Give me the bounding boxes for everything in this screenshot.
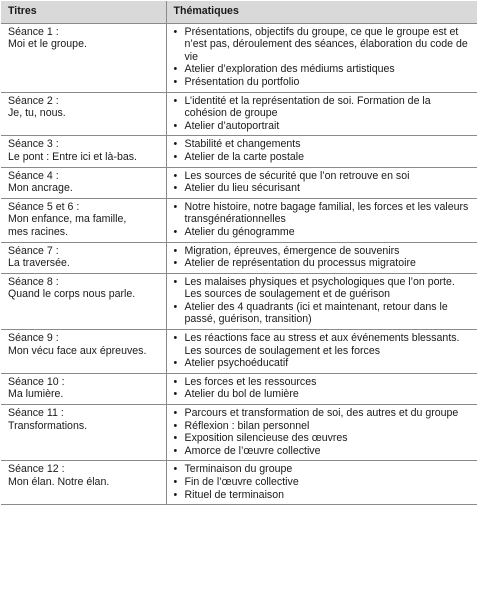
session-title-cell: [1, 136, 166, 167]
theme-list-item: • L’identité et la représentation de soi. Formation de la cohésion de groupe: [174, 95, 473, 120]
session-title-line: Mon enfance, ma famille,: [8, 213, 127, 226]
session-title-line: Séance 5 et 6 :: [8, 200, 80, 213]
session-title-line: Séance 3 :: [8, 138, 59, 151]
session-theme-cell: [166, 461, 477, 505]
session-title-line: La traversée.: [8, 257, 70, 270]
theme-list: [174, 332, 473, 370]
table-row: [1, 273, 477, 329]
session-theme-cell: [166, 167, 477, 198]
theme-list: [174, 245, 473, 270]
session-title-line: Quand le corps nous parle.: [8, 288, 136, 301]
session-title-line: Mon ancrage.: [8, 182, 73, 195]
session-theme-cell: [166, 242, 477, 273]
session-title-line: Le pont : Entre ici et là-bas.: [8, 150, 137, 163]
table-row: [1, 461, 477, 505]
theme-list-item: • Atelier d’autoportrait: [174, 120, 473, 133]
theme-list: [174, 376, 473, 401]
theme-list-item: • Fin de l’œuvre collective: [174, 476, 473, 489]
theme-list-item: • Atelier du lieu sécurisant: [174, 182, 473, 195]
session-theme-cell: [166, 373, 477, 404]
theme-list: [174, 95, 473, 133]
table-row: [1, 405, 477, 461]
theme-list: [174, 276, 473, 326]
theme-list-item: • Terminaison du groupe: [174, 463, 473, 476]
session-theme-cell: [166, 405, 477, 461]
session-title-line: Moi et le groupe.: [8, 38, 87, 51]
table-body: [1, 23, 477, 505]
theme-list-item: • Parcours et transformation de soi, des autres et du groupe: [174, 407, 473, 420]
sessions-table-container: [1, 1, 477, 505]
theme-list-item: • Les forces et les ressources: [174, 376, 473, 389]
table-row: [1, 242, 477, 273]
session-title-line: Séance 2 :: [8, 94, 59, 107]
table-row: [1, 198, 477, 242]
session-title-line: Mon vécu face aux épreuves.: [8, 344, 147, 357]
session-title-line: Séance 1 :: [8, 25, 59, 38]
theme-list-item: • Atelier de représentation du processus migratoire: [174, 257, 473, 270]
theme-list-item: • Les malaises physiques et psychologiques que l’on porte. Les sources de soulagement et de guérison: [174, 276, 473, 301]
session-title-cell: [1, 405, 166, 461]
session-title-line: Ma lumière.: [8, 388, 64, 401]
session-theme-cell: [166, 273, 477, 329]
theme-list-item: • Atelier de la carte postale: [174, 151, 473, 164]
theme-list-item: • Atelier d’exploration des médiums artistiques: [174, 63, 473, 76]
session-title-line: Séance 8 :: [8, 275, 59, 288]
theme-list-item: • Les réactions face au stress et aux événements blessants. Les sources de soulagement et les forces: [174, 332, 473, 357]
session-title-line: Mon élan. Notre élan.: [8, 476, 110, 488]
session-title-line: mes racines.: [8, 225, 69, 238]
theme-list-item: • Amorce de l’œuvre collective: [174, 445, 473, 458]
header-titres: Titres: [1, 1, 166, 23]
table-row: [1, 92, 477, 136]
session-title-cell: [1, 92, 166, 136]
theme-list: [174, 138, 473, 163]
sessions-table: [1, 1, 477, 505]
table-row: [1, 136, 477, 167]
session-title-cell: [1, 167, 166, 198]
session-title-cell: [1, 330, 166, 374]
theme-list-item: • Atelier psychoéducatif: [174, 357, 473, 370]
session-title-line: Séance 9 :: [8, 332, 59, 345]
table-row: [1, 330, 477, 374]
session-title-line: Transformations.: [8, 419, 88, 432]
session-title-cell: [1, 461, 166, 505]
theme-list-item: • Présentation du portfolio: [174, 76, 473, 89]
theme-list-item: • Rituel de terminaison: [174, 489, 473, 502]
session-theme-cell: [166, 136, 477, 167]
theme-list: [174, 201, 473, 239]
theme-list-item: • Présentations, objectifs du groupe, ce que le groupe est et n’est pas, déroulement des séances, élaboration du code de vie: [174, 26, 473, 64]
theme-list-item: • Les sources de sécurité que l’on retrouve en soi: [174, 170, 473, 183]
theme-list: [174, 26, 473, 89]
theme-list: [174, 463, 473, 501]
session-title-line: Séance 10 :: [8, 375, 65, 388]
table-header-row: [1, 1, 477, 23]
session-title-cell: [1, 373, 166, 404]
session-title-line: Séance 11 :: [8, 407, 64, 420]
table-row: [1, 167, 477, 198]
theme-list-item: • Atelier du bol de lumière: [174, 388, 473, 401]
theme-list: [174, 407, 473, 457]
session-theme-cell: [166, 198, 477, 242]
theme-list-item: • Stabilité et changements: [174, 138, 473, 151]
table-row: [1, 23, 477, 92]
session-theme-cell: [166, 92, 477, 136]
theme-list-item: • Réflexion : bilan personnel: [174, 420, 473, 433]
session-title-line: Séance 4 :: [8, 169, 59, 182]
table-row: [1, 373, 477, 404]
theme-list-item: • Atelier des 4 quadrants (ici et maintenant, retour dans le passé, guérison, transition): [174, 301, 473, 326]
session-title-line: Séance 7 :: [8, 244, 59, 257]
session-title-cell: [1, 273, 166, 329]
session-theme-cell: [166, 23, 477, 92]
theme-list-item: • Migration, épreuves, émergence de souvenirs: [174, 245, 473, 258]
theme-list-item: • Exposition silencieuse des œuvres: [174, 432, 473, 445]
header-thematiques: Thématiques: [166, 1, 477, 23]
session-theme-cell: [166, 330, 477, 374]
session-title-cell: [1, 23, 166, 92]
session-title-cell: [1, 242, 166, 273]
session-title-line: Je, tu, nous.: [8, 107, 66, 120]
session-title-cell: [1, 198, 166, 242]
theme-list-item: • Atelier du génogramme: [174, 226, 473, 239]
theme-list-item: • Notre histoire, notre bagage familial, les forces et les valeurs transgénérationnelles: [174, 201, 473, 226]
session-title-line: Séance 12 :: [8, 463, 65, 476]
theme-list: [174, 170, 473, 195]
